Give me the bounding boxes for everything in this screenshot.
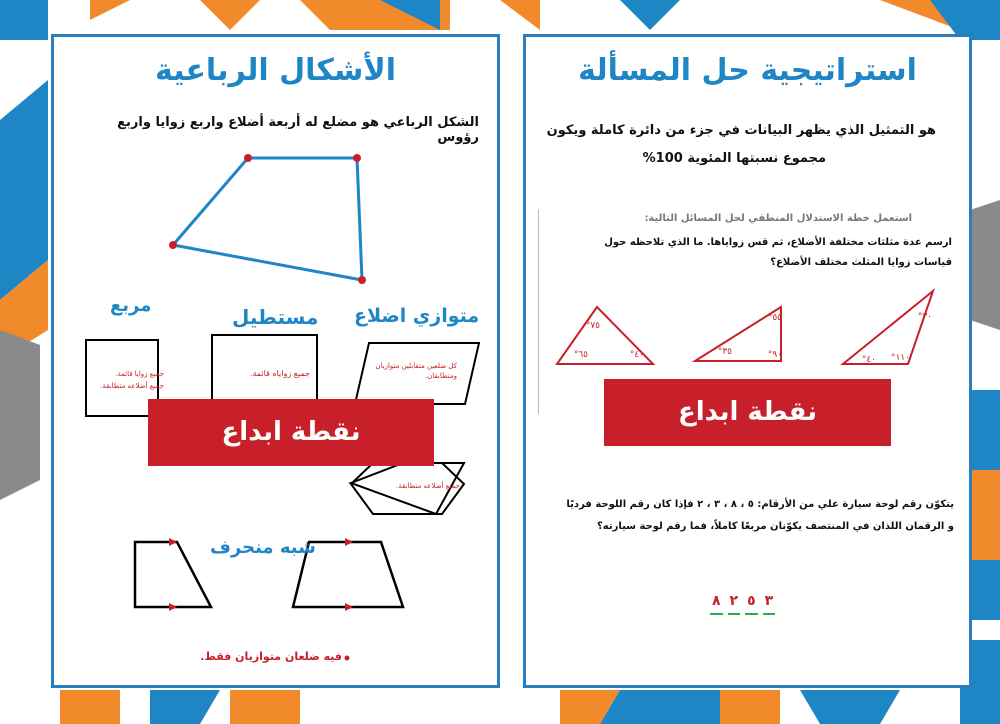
triangle2-angle-top: ٥٥° [767,313,782,323]
creativity-banner-right: نقطة ابداع [604,379,891,446]
problem-solving-card [523,34,972,688]
parallelogram-note-2: ومتطابقان. [424,372,457,380]
answer-digit: ٣ [763,593,776,615]
quadrilateral-definition: الشكل الرباعي هو مضلع له أربعة أضلاع واربع زوايا واربع رؤوس [117,115,479,145]
problem-line-2: و الرقمان اللذان في المنتصف يكوّنان مربعًا كاملاً، فما رقم لوحة سيارته؟ [596,521,954,532]
triangle2-angle-left: ٣٥° [717,347,732,357]
trapezoid-note: فيه ضلعان متوازيان فقط. [200,650,342,663]
triangle2-angle-right: ٩٠° [767,350,782,360]
creativity-banner-left: نقطة ابداع [148,399,434,466]
answer-digit: ٥ [745,593,758,615]
trapezoid-label: شبه منحرف [210,537,316,558]
rhombus-note: جميع أضلاعه متطابقة. [396,482,460,490]
triangle3-angle-top: ٣٠° [917,312,932,322]
triangle1-angle-right: ٤٠° [629,350,644,360]
parallelogram-label: متوازي اضلاع [354,305,480,327]
strategy-definition-1: هو التمثيل الذي يظهر البيانات في جزء من دائرة كاملة ويكون [546,123,936,138]
strategy-definition-2: مجموع نسبتها المئوية 100% [642,151,826,166]
square-note-1: جميع زوايا قائمة. [115,370,164,378]
strategy-title: استراتيجية حل المسألة [578,53,917,88]
rectangle-note: جميع زواياه قائمة. [249,369,310,378]
square-note-2: جميع أضلاعه متطابقة. [100,382,164,390]
answer-digit: ٢ [728,593,741,615]
plan-heading: استعمل خطة الاستدلال المنطقي لحل المسائل التالية: [644,213,912,224]
problem-line-1: يتكوّن رقم لوحة سيارة علي من الأرقام: ٥ ، ٨ ، ٣ ، ٢ فإذا كان رقم اللوحة فرديًا [566,499,954,510]
parallelogram-note-1: كل ضلعين متقابلين متوازيان [375,362,457,370]
answer-digit: ٨ [710,593,723,615]
square-label: مربع [110,295,152,316]
rectangle-label: مستطيل [232,305,319,329]
quadrilaterals-card [51,34,500,688]
answer-digits [710,593,790,615]
triangle3-angle-right: ١١٠° [890,353,910,363]
quadrilaterals-title: الأشكال الرباعية [155,53,396,88]
triangle3-angle-left: ٤٠° [861,355,876,365]
task-line-2: قياسات زوايا المثلث مختلف الأضلاع؟ [770,257,952,268]
triangle1-angle-top: ٧٥° [585,321,600,331]
task-line-1: ارسم عدة مثلثات مختلفة الأضلاع، ثم قس زواياها. ما الذي تلاحظه حول [604,237,952,248]
triangle1-angle-left: ٦٥° [573,350,588,360]
